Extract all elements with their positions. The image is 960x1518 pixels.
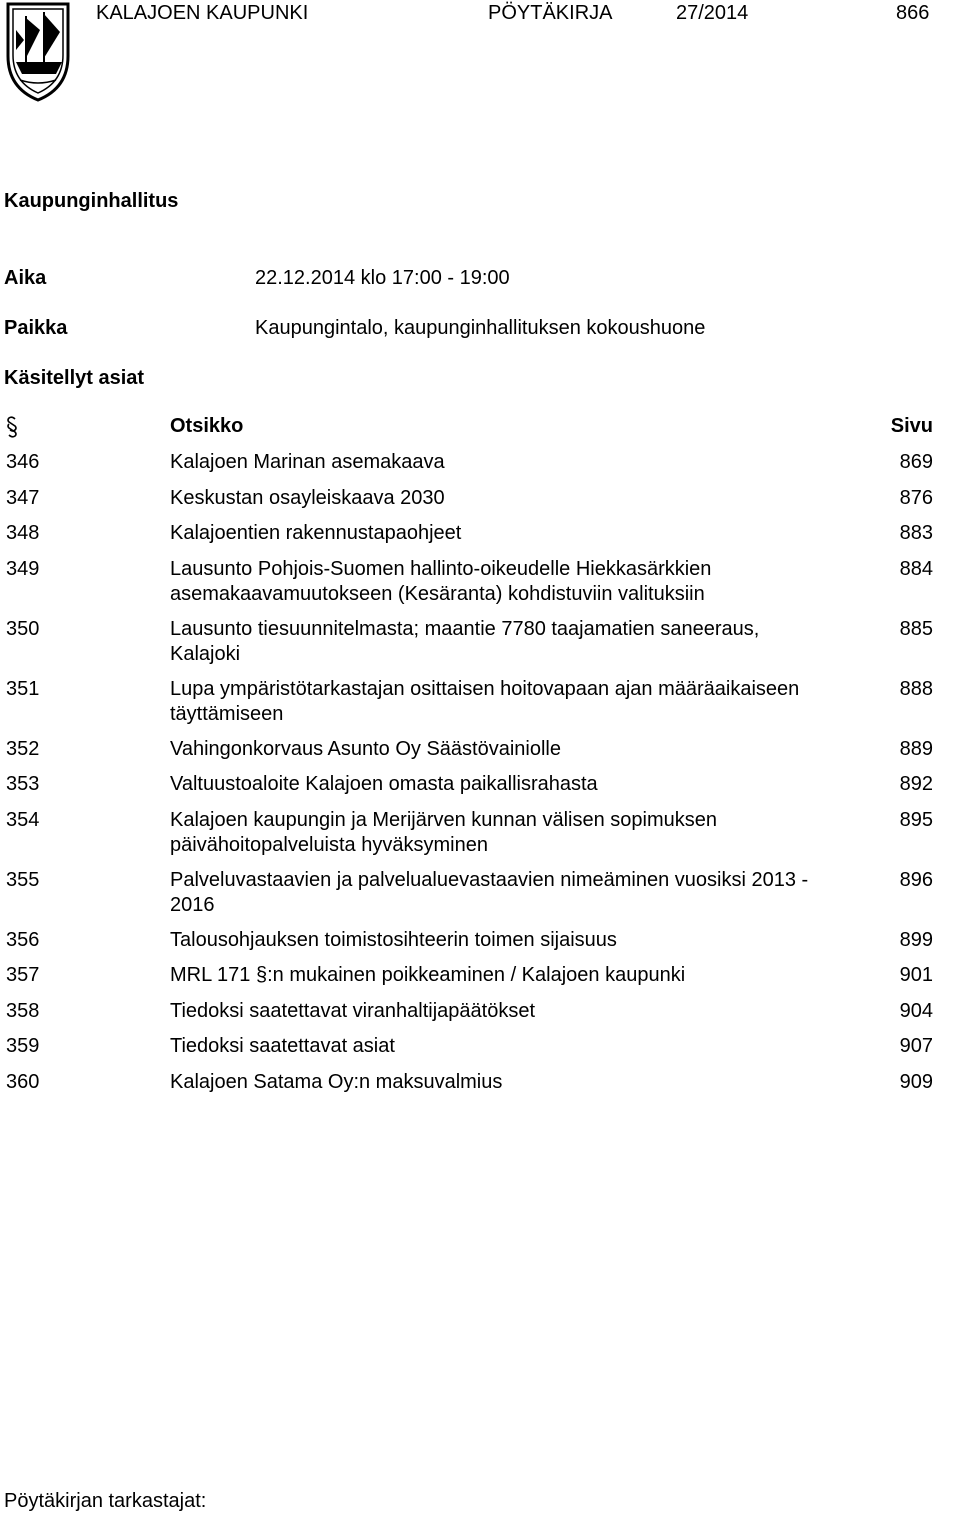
item-title: Keskustan osayleiskaava 2030 [170, 486, 445, 509]
table-row [0, 808, 960, 868]
item-number: 358 [6, 999, 40, 1022]
item-page: 896 [899, 868, 933, 891]
item-number: 357 [6, 964, 40, 986]
item-number: 347 [6, 486, 40, 509]
item-number: 346 [6, 451, 40, 473]
document-number: 27/2014 [676, 2, 749, 24]
items-heading: Käsitellyt asiat [4, 367, 145, 389]
item-title: Kalajoen Satama Oy:n maksuvalmius [170, 1070, 503, 1093]
item-page: 889 [899, 737, 933, 760]
municipality-name: KALAJOEN KAUPUNKI [96, 2, 309, 24]
item-page: 869 [899, 451, 933, 473]
item-title: Tiedoksi saatettavat asiat [170, 1035, 395, 1057]
item-title: Lausunto Pohjois-Suomen hallinto-oikeudelle Hiekkasärkkien asemakaavamuutokseen (Kesäranta) kohdistuviin valituksiin [170, 557, 712, 605]
coat-of-arms-icon [4, 0, 72, 102]
item-page: 885 [899, 617, 933, 640]
table-row [0, 617, 960, 677]
table-header [0, 414, 960, 450]
item-page: 909 [899, 1070, 933, 1093]
item-title: Vahingonkorvaus Asunto Oy Säästövainiolle [170, 737, 561, 760]
item-page: 901 [899, 964, 933, 986]
table-row [0, 521, 960, 557]
table-row [0, 557, 960, 617]
item-number: 360 [6, 1070, 40, 1093]
table-row [0, 999, 960, 1035]
item-page: 895 [899, 808, 933, 831]
item-title: Valtuustoaloite Kalajoen omasta paikallisrahasta [170, 773, 598, 795]
minutes-reviewers-label: Pöytäkirjan tarkastajat: [4, 1490, 207, 1512]
item-page: 888 [899, 677, 933, 700]
item-page: 876 [899, 486, 933, 509]
item-title: Palveluvastaavien ja palvelualuevastaavien nimeäminen vuosiksi 2013 - 2016 [170, 868, 809, 916]
item-number: 351 [6, 677, 40, 700]
item-title: Tiedoksi saatettavat viranhaltijapäätökset [170, 999, 536, 1022]
time-value: 22.12.2014 klo 17:00 - 19:00 [255, 267, 510, 289]
item-title: Lausunto tiesuunnitelmasta; maantie 7780 taajamatien saneeraus, Kalajoki [170, 617, 760, 665]
time-label: Aika [4, 267, 47, 289]
table-row [0, 1070, 960, 1106]
item-number: 356 [6, 928, 40, 951]
item-number: 359 [6, 1035, 40, 1057]
item-page: 892 [899, 773, 933, 795]
governing-body-title: Kaupunginhallitus [4, 190, 179, 212]
item-number: 353 [6, 773, 40, 795]
item-number: 352 [6, 737, 40, 760]
item-title: Kalajoen Marinan asemakaava [170, 451, 445, 473]
item-title: MRL 171 §:n mukainen poikkeaminen / Kalajoen kaupunki [170, 964, 686, 986]
table-row [0, 450, 960, 486]
item-page: 899 [899, 928, 933, 951]
item-number: 350 [6, 617, 40, 640]
table-row [0, 868, 960, 928]
table-row [0, 772, 960, 808]
item-title: Kalajoentien rakennustapaohjeet [170, 522, 462, 544]
item-page: 907 [899, 1035, 933, 1057]
table-row [0, 1034, 960, 1070]
item-title: Lupa ympäristötarkastajan osittaisen hoitovapaan ajan määräaikaiseen täyttämiseen [170, 677, 800, 725]
table-row [0, 677, 960, 737]
item-number: 349 [6, 557, 40, 580]
place-value: Kaupungintalo, kaupunginhallituksen kokoushuone [255, 317, 706, 339]
page-number: 866 [896, 2, 930, 24]
item-title: Talousohjauksen toimistosihteerin toimen sijaisuus [170, 928, 617, 951]
column-header-title: Otsikko [170, 415, 244, 437]
item-number: 354 [6, 808, 40, 831]
item-number: 355 [6, 868, 40, 891]
item-page: 884 [899, 557, 933, 580]
section-sign-icon [6, 416, 18, 438]
table-row [0, 928, 960, 964]
document-type: PÖYTÄKIRJA [488, 2, 613, 24]
table-row [0, 737, 960, 773]
place-label: Paikka [4, 317, 68, 339]
item-page: 883 [899, 522, 933, 544]
item-page: 904 [899, 999, 933, 1022]
agenda-table [0, 414, 960, 1105]
item-number: 348 [6, 522, 40, 544]
table-row [0, 486, 960, 522]
column-header-page: Sivu [890, 415, 933, 437]
item-title: Kalajoen kaupungin ja Merijärven kunnan välisen sopimuksen päivähoitopalveluista hyväksyminen [170, 808, 718, 856]
table-row [0, 963, 960, 999]
